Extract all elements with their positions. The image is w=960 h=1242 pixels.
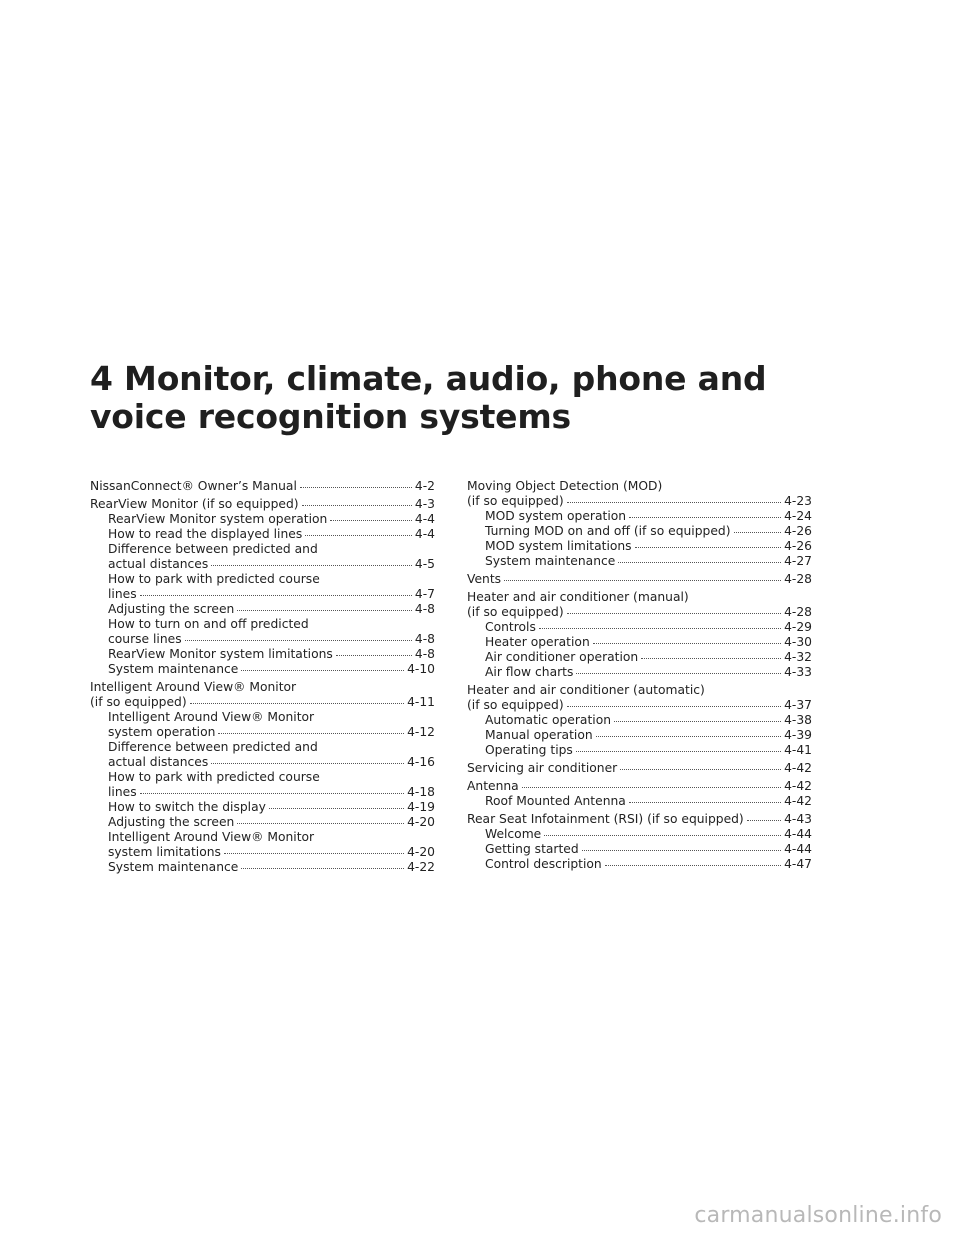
dot-leader — [567, 706, 781, 707]
toc-entry-text: (if so equipped) — [90, 695, 187, 709]
dot-leader — [734, 532, 782, 533]
toc-page-number: 4-7 — [414, 587, 435, 601]
toc-entry-text: lines — [108, 587, 137, 601]
toc-entry-leader-row — [467, 605, 812, 620]
toc-entry[interactable] — [467, 683, 812, 713]
toc-entry-leader-row — [108, 647, 435, 662]
toc-subentry[interactable] — [467, 827, 812, 842]
toc-right-column — [467, 479, 812, 872]
toc-entry[interactable] — [90, 497, 435, 512]
toc-page-number: 4-26 — [784, 539, 812, 553]
toc-page-number: 4-8 — [414, 632, 435, 646]
dot-leader — [747, 820, 781, 821]
toc-entry-leader-row — [485, 524, 812, 539]
toc-entry-leader-row — [108, 512, 435, 527]
toc-entry-leader-row — [485, 857, 812, 872]
toc-subentry[interactable] — [467, 620, 812, 635]
toc-entry-text: RearView Monitor system operation — [108, 512, 328, 526]
toc-entry-text: (if so equipped) — [467, 494, 564, 508]
toc-entry-leader-row — [485, 713, 812, 728]
toc-subentry[interactable] — [90, 830, 435, 860]
toc-subentry[interactable] — [467, 509, 812, 524]
toc-entry-text: System maintenance — [108, 860, 239, 874]
toc-entry-text: Turning MOD on and off (if so equipped) — [485, 524, 731, 538]
toc-page-number: 4-12 — [407, 725, 435, 739]
toc-page-number: 4-44 — [784, 827, 812, 841]
toc-entry-text: Automatic operation — [485, 713, 612, 727]
toc-entry-text: Heater operation — [485, 635, 590, 649]
toc-entry-leader-row — [108, 725, 435, 740]
dot-leader — [635, 547, 782, 548]
toc-entry-text: system operation — [108, 725, 216, 739]
dot-leader — [522, 787, 781, 788]
dot-leader — [576, 673, 781, 674]
toc-subentry[interactable] — [467, 794, 812, 809]
dot-leader — [582, 850, 781, 851]
toc-subentry[interactable] — [90, 572, 435, 602]
dot-leader — [544, 835, 781, 836]
dot-leader — [504, 580, 781, 581]
toc-entry[interactable] — [90, 479, 435, 494]
dot-leader — [185, 640, 412, 641]
toc-subentry[interactable] — [90, 770, 435, 800]
toc-page-number: 4-22 — [407, 860, 435, 874]
toc-entry-leader-row — [485, 728, 812, 743]
toc-entry-leader-row — [90, 497, 435, 512]
toc-page-number: 4-10 — [407, 662, 435, 676]
toc-entry-leader-row — [108, 815, 435, 830]
toc-entry[interactable] — [467, 590, 812, 620]
toc-entry-text: Antenna — [467, 779, 519, 793]
toc-entry-text: Controls — [485, 620, 536, 634]
toc-page-number: 4-23 — [784, 494, 812, 508]
toc-entry-text: How to switch the display — [108, 800, 266, 814]
toc-subentry[interactable] — [90, 740, 435, 770]
toc-page-number: 4-38 — [784, 713, 812, 727]
toc-entry-text: actual distances — [108, 557, 209, 571]
dot-leader — [567, 502, 781, 503]
toc-page-number: 4-20 — [407, 815, 435, 829]
toc-entry-text: Adjusting the screen — [108, 815, 235, 829]
dot-leader — [237, 823, 404, 824]
toc-subentry[interactable] — [90, 815, 435, 830]
toc-entry-leader-row — [485, 794, 812, 809]
toc-subentry[interactable] — [90, 617, 435, 647]
toc-entry-leader-row — [467, 812, 812, 827]
toc-entry-leader-row — [108, 557, 435, 572]
chapter-title-line-1: 4 Monitor, climate, audio, phone and — [90, 359, 767, 398]
toc-page-number: 4-20 — [407, 845, 435, 859]
toc-entry-text: MOD system limitations — [485, 539, 632, 553]
toc-subentry[interactable] — [467, 857, 812, 872]
dot-leader — [618, 562, 781, 563]
toc-entry-text-line: Difference between predicted and — [108, 542, 318, 556]
toc-page-number: 4-4 — [414, 527, 435, 541]
chapter-title-line-2: voice recognition systems — [90, 397, 571, 436]
toc-entry-leader-row — [108, 860, 435, 875]
toc-page-number: 4-27 — [784, 554, 812, 568]
toc-page-number: 4-43 — [784, 812, 812, 826]
toc-entry-leader-row — [90, 479, 435, 494]
toc-entry-leader-row — [485, 665, 812, 680]
dot-leader — [140, 793, 404, 794]
toc-entry-leader-row — [467, 698, 812, 713]
toc-entry-text: actual distances — [108, 755, 209, 769]
toc-entry-leader-row — [108, 632, 435, 647]
toc-entry-text-line: Intelligent Around View® Monitor — [108, 830, 315, 844]
dot-leader — [269, 808, 404, 809]
toc-page-number: 4-33 — [784, 665, 812, 679]
toc-entry-text: system limitations — [108, 845, 221, 859]
toc-entry-text: RearView Monitor (if so equipped) — [90, 497, 299, 511]
toc-subentry[interactable] — [90, 512, 435, 527]
toc-subentry[interactable] — [90, 647, 435, 662]
toc-page-number: 4-19 — [407, 800, 435, 814]
toc-subentry[interactable] — [467, 524, 812, 539]
toc-page-number: 4-39 — [784, 728, 812, 742]
toc-subentry[interactable] — [467, 635, 812, 650]
toc-entry-leader-row — [485, 743, 812, 758]
toc-entry-leader-row — [485, 539, 812, 554]
toc-entry-text: System maintenance — [108, 662, 239, 676]
toc-entry-text: Vents — [467, 572, 502, 586]
toc-entry-text: MOD system operation — [485, 509, 627, 523]
toc-entry-leader-row — [108, 602, 435, 617]
toc-entry-leader-row — [108, 587, 435, 602]
toc-page-number: 4-37 — [784, 698, 812, 712]
dot-leader — [539, 628, 781, 629]
toc-page-number: 4-8 — [414, 602, 435, 616]
toc-page-number: 4-5 — [414, 557, 435, 571]
toc-page-number: 4-11 — [407, 695, 435, 709]
toc-subentry[interactable] — [90, 542, 435, 572]
toc-entry-leader-row — [485, 554, 812, 569]
toc-entry-leader-row — [108, 845, 435, 860]
toc-page-number: 4-26 — [784, 524, 812, 538]
toc-page-number: 4-42 — [784, 794, 812, 808]
dot-leader — [330, 520, 412, 521]
toc-entry[interactable] — [90, 680, 435, 710]
toc-entry-text: Getting started — [485, 842, 579, 856]
toc-entry-text-line: Intelligent Around View® Monitor — [90, 680, 297, 694]
toc-page-number: 4-44 — [784, 842, 812, 856]
dot-leader — [576, 751, 781, 752]
toc-subentry[interactable] — [467, 665, 812, 680]
toc-entry-text: RearView Monitor system limitations — [108, 647, 333, 661]
toc-subentry[interactable] — [467, 713, 812, 728]
dot-leader — [241, 670, 404, 671]
toc-entry-text-line: How to turn on and off predicted — [108, 617, 309, 631]
toc-page-number: 4-41 — [784, 743, 812, 757]
toc-entry-text: NissanConnect® Owner’s Manual — [90, 479, 297, 493]
toc-page-number: 4-28 — [784, 605, 812, 619]
toc-page-number: 4-29 — [784, 620, 812, 634]
toc-entry[interactable] — [467, 779, 812, 794]
toc-entry-leader-row — [467, 779, 812, 794]
toc-entry-text: System maintenance — [485, 554, 616, 568]
dot-leader — [596, 736, 781, 737]
toc-entry[interactable] — [467, 572, 812, 587]
toc-entry-leader-row — [90, 695, 435, 710]
toc-entry-text-line: Moving Object Detection (MOD) — [467, 479, 663, 493]
toc-page-number: 4-30 — [784, 635, 812, 649]
toc-entry-text: Adjusting the screen — [108, 602, 235, 616]
dot-leader — [302, 505, 412, 506]
dot-leader — [190, 703, 404, 704]
toc-page-number: 4-24 — [784, 509, 812, 523]
toc-entry-leader-row — [108, 662, 435, 677]
toc-page-number: 4-16 — [407, 755, 435, 769]
toc-subentry[interactable] — [467, 842, 812, 857]
dot-leader — [237, 610, 412, 611]
toc-entry-text-line: Difference between predicted and — [108, 740, 318, 754]
dot-leader — [605, 865, 781, 866]
toc-entry-text-line: Heater and air conditioner (manual) — [467, 590, 689, 604]
toc-page-number: 4-18 — [407, 785, 435, 799]
toc-entry-text: Rear Seat Infotainment (RSI) (if so equipped) — [467, 812, 744, 826]
toc-subentry[interactable] — [90, 860, 435, 875]
toc-subentry[interactable] — [90, 662, 435, 677]
toc-entry-text: Air conditioner operation — [485, 650, 639, 664]
toc-subentry[interactable] — [90, 602, 435, 617]
toc-entry-leader-row — [485, 635, 812, 650]
toc-entry-leader-row — [467, 572, 812, 587]
toc-subentry[interactable] — [90, 710, 435, 740]
toc-page-number: 4-42 — [784, 779, 812, 793]
toc-entry-leader-row — [108, 800, 435, 815]
toc-entry-leader-row — [467, 494, 812, 509]
toc-entry-leader-row — [485, 650, 812, 665]
dot-leader — [641, 658, 781, 659]
toc-entry-leader-row — [485, 620, 812, 635]
toc-page-number: 4-42 — [784, 761, 812, 775]
toc-entry-text: Welcome — [485, 827, 542, 841]
toc-entry-text: Roof Mounted Antenna — [485, 794, 626, 808]
toc-entry[interactable] — [467, 761, 812, 776]
toc-left-column — [90, 479, 435, 875]
toc-entry-leader-row — [108, 785, 435, 800]
toc-entry-text: (if so equipped) — [467, 698, 564, 712]
toc-entry-text: Control description — [485, 857, 602, 871]
dot-leader — [593, 643, 781, 644]
toc-entry-text-line: How to park with predicted course — [108, 770, 320, 784]
toc-entry-text-line: Intelligent Around View® Monitor — [108, 710, 315, 724]
toc-subentry[interactable] — [467, 539, 812, 554]
toc-entry-leader-row — [108, 755, 435, 770]
toc-entry-leader-row — [108, 527, 435, 542]
dot-leader — [629, 802, 781, 803]
toc-page-number: 4-47 — [784, 857, 812, 871]
dot-leader — [567, 613, 781, 614]
toc-subentry[interactable] — [90, 527, 435, 542]
toc-entry-leader-row — [485, 827, 812, 842]
toc-entry-text: lines — [108, 785, 137, 799]
toc-entry-leader-row — [467, 761, 812, 776]
toc-subentry[interactable] — [467, 650, 812, 665]
dot-leader — [336, 655, 412, 656]
toc-entry[interactable] — [467, 812, 812, 827]
toc-page-number: 4-3 — [414, 497, 435, 511]
toc-entry[interactable] — [467, 479, 812, 509]
toc-page-number: 4-2 — [414, 479, 435, 493]
dot-leader — [305, 535, 412, 536]
dot-leader — [629, 517, 781, 518]
toc-entry-text: (if so equipped) — [467, 605, 564, 619]
toc-entry-text: Operating tips — [485, 743, 573, 757]
dot-leader — [211, 565, 412, 566]
toc-entry-text: course lines — [108, 632, 182, 646]
toc-entry-leader-row — [485, 842, 812, 857]
dot-leader — [140, 595, 412, 596]
toc-subentry[interactable] — [90, 800, 435, 815]
toc-entry-text-line: How to park with predicted course — [108, 572, 320, 586]
toc-subentry[interactable] — [467, 554, 812, 569]
toc-entry-text-line: Heater and air conditioner (automatic) — [467, 683, 705, 697]
toc-entry-text: Manual operation — [485, 728, 593, 742]
dot-leader — [218, 733, 404, 734]
dot-leader — [211, 763, 404, 764]
dot-leader — [241, 868, 404, 869]
toc-page-number: 4-8 — [414, 647, 435, 661]
toc-subentry[interactable] — [467, 728, 812, 743]
dot-leader — [300, 487, 412, 488]
dot-leader — [224, 853, 404, 854]
dot-leader — [620, 769, 781, 770]
toc-page-number: 4-4 — [414, 512, 435, 526]
toc-entry-text: How to read the displayed lines — [108, 527, 303, 541]
toc-page-number: 4-32 — [784, 650, 812, 664]
toc-page-number: 4-28 — [784, 572, 812, 586]
chapter-title — [90, 360, 890, 436]
toc-entry-text: Air flow charts — [485, 665, 574, 679]
watermark: carmanualsonline.info — [694, 1203, 942, 1228]
toc-entry-leader-row — [485, 509, 812, 524]
dot-leader — [614, 721, 781, 722]
toc-entry-text: Servicing air conditioner — [467, 761, 618, 775]
toc-subentry[interactable] — [467, 743, 812, 758]
